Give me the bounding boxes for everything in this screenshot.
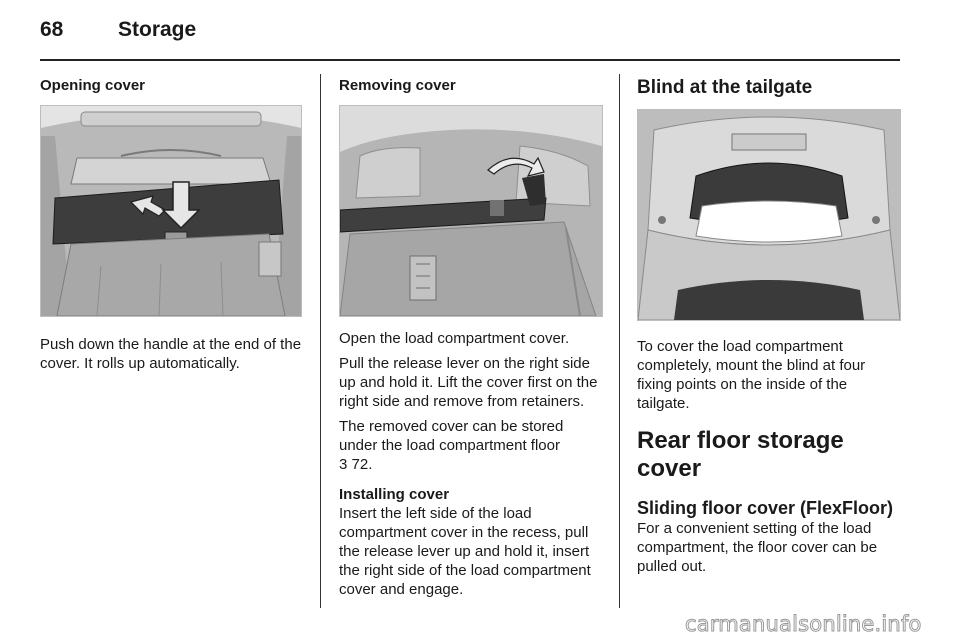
text-sliding-floor-cover: For a convenient setting of the load compartment, the floor cover can be pulled out. [637,520,878,575]
column-divider-1 [320,74,321,608]
text-blind-tailgate: To cover the load compartment completely, mount the blind at four fixing points on the inside of the tailgate. [637,338,866,412]
heading-rear-floor-storage: Rear floor storage cover [637,427,844,482]
text-store-cover [339,417,603,474]
text-opening-cover: Push down the handle at the end of the cover. It rolls up automatically. [40,336,302,372]
text-installing-cover: Insert the left side of the load compartment cover in the recess, pull the release lever up and hold it, insert the right side of the load compartment cover and engage. [339,505,591,598]
page-reference-number: 72. [351,456,373,473]
column-opening-cover [40,72,302,373]
section-title: Storage [118,18,197,41]
watermark: carmanualsonline.info [685,612,922,636]
page-reference-symbol: 3 [339,456,348,473]
heading-blind-tailgate: Blind at the tailgate [637,77,813,98]
column-blind-tailgate [637,72,901,576]
text-open-compartment: Open the load compartment cover. [339,330,570,347]
heading-opening-cover: Opening cover [40,77,146,94]
figure-blind-tailgate [637,109,901,321]
column-removing-cover [339,72,603,599]
text-pull-release-lever: Pull the release lever on the right side up and hold it. Lift the cover first on the right side and remove from retainers. [339,355,598,410]
page-number: 68 [40,18,64,41]
figure-removing-cover [339,105,603,317]
heading-sliding-floor-cover: Sliding floor cover (FlexFloor) [637,498,894,518]
column-divider-2 [619,74,620,608]
text-store-cover-body: The removed cover can be stored under the load compartment floor [339,418,564,454]
heading-installing-cover: Installing cover [339,486,450,503]
heading-removing-cover: Removing cover [339,77,456,94]
figure-opening-cover [40,105,302,317]
header-rule [40,59,900,61]
